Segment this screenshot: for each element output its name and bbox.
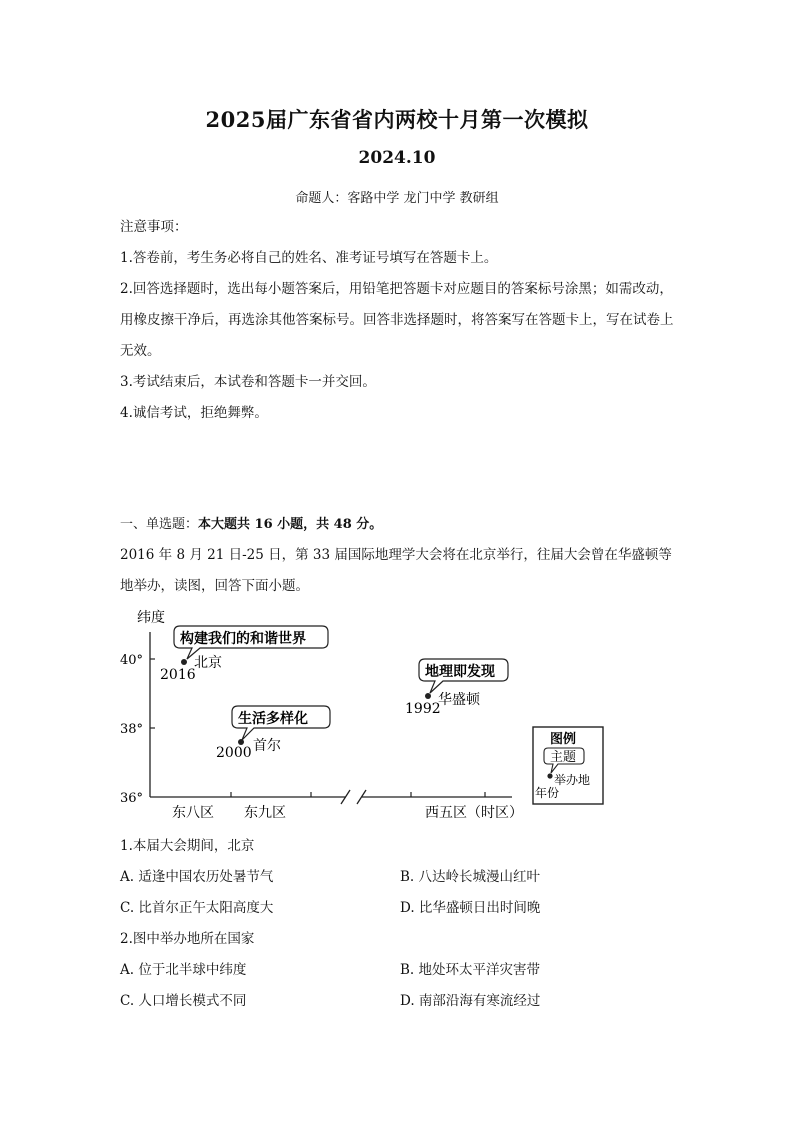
- question-1-option-c[interactable]: C. 比首尔正午太阳高度大: [120, 900, 274, 916]
- question-2-option-c[interactable]: C. 人口增长模式不同: [120, 993, 247, 1009]
- legend-year: 年份: [535, 786, 560, 800]
- question-1-option-d[interactable]: D. 比华盛顿日出时间晚: [400, 900, 541, 916]
- note-item-1: 1.答卷前，考生务必将自己的姓名、准考证号填写在答题卡上。: [120, 250, 498, 266]
- x-label-east8: 东八区: [172, 805, 214, 821]
- notes-heading: 注意事项：: [120, 219, 188, 235]
- theme-seoul: 生活多样化: [238, 711, 308, 727]
- theme-beijing: 构建我们的和谐世界: [180, 631, 306, 647]
- city-washington: 华盛顿: [438, 692, 480, 708]
- event-seoul: [216, 706, 330, 761]
- y-tick-label-40: 40°: [120, 653, 144, 668]
- question-1-option-b[interactable]: B. 八达岭长城漫山红叶: [400, 869, 541, 885]
- exam-date: 2024.10: [358, 148, 436, 168]
- theme-washington: 地理即发现: [425, 664, 495, 680]
- marker-washington: [425, 693, 431, 699]
- city-seoul: 首尔: [253, 738, 281, 754]
- y-axis-label: 纬度: [137, 610, 165, 626]
- city-beijing: 北京: [194, 655, 222, 671]
- question-1-stem: 1.本届大会期间，北京: [120, 838, 255, 854]
- year-beijing: 2016: [160, 667, 196, 683]
- year-seoul: 2000: [216, 745, 252, 761]
- legend-title: 图例: [550, 732, 577, 747]
- question-1-option-a[interactable]: A. 适逢中国农历处暑节气: [120, 869, 274, 885]
- section-description: 本大题共 16 小题，共 48 分。: [198, 517, 383, 532]
- event-beijing: [160, 626, 328, 683]
- exam-title: 2025届广东省省内两校十月第一次模拟: [205, 107, 589, 132]
- legend-theme: 主题: [550, 750, 577, 765]
- year-washington: 1992: [405, 701, 441, 717]
- note-item-4: 4.诚信考试，拒绝舞弊。: [120, 405, 268, 421]
- section-intro: 2016 年 8 月 21 日-25 日，第 33 届国际地理学大会将在北京举行，往届大会曾在华盛顿等地举办，读图，回答下面小题。: [120, 547, 672, 594]
- question-2-option-d[interactable]: D. 南部沿海有寒流经过: [400, 993, 541, 1009]
- legend: [533, 727, 603, 804]
- question-2-option-a[interactable]: A. 位于北半球中纬度: [120, 962, 247, 978]
- y-tick-label-36: 36°: [120, 791, 144, 806]
- legend-marker: [547, 773, 552, 778]
- note-item-2: 2.回答选择题时，选出每小题答案后，用铅笔把答题卡对应题目的答案标号涂黑；如需改动，用橡皮擦干净后，再选涂其他答案标号。回答非选择题时，将答案写在答题卡上，写在试卷上无效。: [120, 281, 674, 359]
- event-washington: [405, 659, 508, 717]
- note-item-3: 3.考试结束后，本试卷和答题卡一并交回。: [120, 374, 376, 390]
- x-label-east9: 东九区: [244, 805, 286, 821]
- legend-place: 举办地: [554, 773, 591, 787]
- x-label-west5: 西五区（时区）: [425, 805, 523, 821]
- question-2-option-b[interactable]: B. 地处环太平洋灾害带: [400, 962, 541, 978]
- y-tick-label-38: 38°: [120, 722, 144, 737]
- section-prefix: 一、单选题：: [120, 517, 199, 532]
- marker-beijing: [181, 659, 187, 665]
- author-line: 命题人：客路中学 龙门中学 教研组: [295, 191, 499, 206]
- question-2-stem: 2.图中举办地所在国家: [120, 931, 255, 947]
